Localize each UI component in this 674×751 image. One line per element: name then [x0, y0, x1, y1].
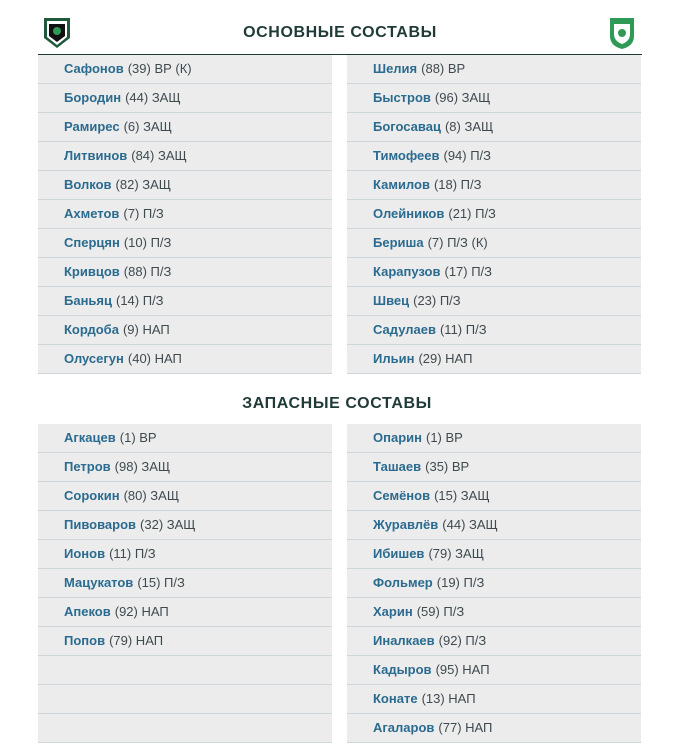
player-row[interactable]: [347, 511, 641, 540]
player-row[interactable]: [38, 424, 332, 453]
player-name[interactable]: Олусегун: [64, 351, 124, 366]
player-name[interactable]: Шелия: [373, 61, 418, 76]
player-info: (11) П/З: [109, 546, 156, 561]
player-info: (32) ЗАЩ: [140, 517, 196, 532]
player-name[interactable]: Ташаев: [373, 459, 422, 474]
player-row[interactable]: [347, 84, 641, 113]
player-row[interactable]: [347, 627, 641, 656]
player-name[interactable]: Иналкаев: [373, 633, 435, 648]
player-row[interactable]: [38, 540, 332, 569]
player-name[interactable]: Рамирес: [64, 119, 120, 134]
player-name[interactable]: Пивоваров: [64, 517, 137, 532]
empty-row: [38, 685, 332, 714]
player-info: (88) ВР: [421, 61, 466, 76]
player-row[interactable]: [38, 316, 332, 345]
player-name[interactable]: Кордоба: [64, 322, 119, 337]
player-name[interactable]: Бородин: [64, 90, 122, 105]
player-info: (82) ЗАЩ: [115, 177, 171, 192]
player-row[interactable]: [38, 113, 332, 142]
player-info: (8) ЗАЩ: [444, 119, 494, 134]
player-row[interactable]: [347, 424, 641, 453]
player-row[interactable]: [38, 200, 332, 229]
player-info: (95) НАП: [435, 662, 490, 677]
player-name[interactable]: Бериша: [373, 235, 424, 250]
empty-row: [38, 656, 332, 685]
main-lineup-away: [347, 55, 641, 374]
player-row[interactable]: [347, 569, 641, 598]
player-row[interactable]: [347, 55, 641, 84]
player-name[interactable]: Конате: [373, 691, 418, 706]
subs-lineup-away: [347, 424, 641, 743]
player-name[interactable]: Апеков: [64, 604, 111, 619]
player-info: (35) ВР: [425, 459, 470, 474]
player-info: (10) П/З: [123, 235, 172, 250]
player-info: (88) П/З: [123, 264, 172, 279]
player-info: (59) П/З: [416, 604, 465, 619]
player-row[interactable]: [347, 482, 641, 511]
player-name[interactable]: Баньяц: [64, 293, 112, 308]
player-name[interactable]: Семёнов: [373, 488, 431, 503]
player-row[interactable]: [38, 627, 332, 656]
player-name[interactable]: Фольмер: [373, 575, 433, 590]
player-name[interactable]: Сперцян: [64, 235, 120, 250]
player-name[interactable]: Попов: [64, 633, 106, 648]
akhmat-logo-icon: [608, 16, 636, 50]
player-name[interactable]: Харин: [373, 604, 413, 619]
player-name[interactable]: Быстров: [373, 90, 431, 105]
player-info: (1) ВР: [119, 430, 157, 445]
player-name[interactable]: Тимофеев: [373, 148, 440, 163]
player-row[interactable]: [38, 229, 332, 258]
player-row[interactable]: [347, 171, 641, 200]
player-row[interactable]: [347, 656, 641, 685]
player-info: (11) П/З: [439, 322, 487, 337]
player-info: (23) П/З: [413, 293, 461, 308]
main-lineups-header: [38, 10, 642, 55]
player-row[interactable]: [347, 287, 641, 316]
player-info: (84) ЗАЩ: [131, 148, 187, 163]
player-info: (17) П/З: [444, 264, 493, 279]
player-name[interactable]: Петров: [64, 459, 111, 474]
main-lineups-title: ОСНОВНЫЕ СОСТАВЫ: [243, 24, 437, 41]
player-info: (98) ЗАЩ: [114, 459, 171, 474]
player-row[interactable]: [347, 200, 641, 229]
player-row[interactable]: [347, 229, 641, 258]
player-row[interactable]: [38, 569, 332, 598]
player-row[interactable]: [347, 258, 641, 287]
player-name[interactable]: Кривцов: [64, 264, 120, 279]
player-row[interactable]: [38, 55, 332, 84]
player-name[interactable]: Олейников: [373, 206, 445, 221]
main-lineup-home: [38, 55, 332, 374]
player-name[interactable]: Ибишев: [373, 546, 425, 561]
player-row[interactable]: [38, 171, 332, 200]
subs-lineups-title: ЗАПАСНЫЕ СОСТАВЫ: [242, 395, 432, 412]
player-name[interactable]: Агаларов: [373, 720, 435, 735]
player-row[interactable]: [347, 113, 641, 142]
player-info: (9) НАП: [122, 322, 170, 337]
player-name[interactable]: Сорокин: [64, 488, 120, 503]
player-name[interactable]: Волков: [64, 177, 112, 192]
player-info: (94) П/З: [443, 148, 492, 163]
player-name[interactable]: Агкацев: [64, 430, 116, 445]
player-row[interactable]: [38, 258, 332, 287]
player-row[interactable]: [38, 482, 332, 511]
subs-lineup-home: [38, 424, 332, 743]
player-info: (21) П/З: [448, 206, 496, 221]
player-row[interactable]: [38, 598, 332, 627]
player-name[interactable]: Кадыров: [373, 662, 432, 677]
player-row[interactable]: [347, 540, 641, 569]
player-row[interactable]: [347, 316, 641, 345]
player-name[interactable]: Садулаев: [373, 322, 436, 337]
player-info: (79) ЗАЩ: [428, 546, 484, 561]
player-name[interactable]: Ионов: [64, 546, 106, 561]
player-info: (15) ЗАЩ: [434, 488, 490, 503]
player-info: (6) ЗАЩ: [123, 119, 172, 134]
player-row[interactable]: [347, 345, 641, 374]
player-name[interactable]: Опарин: [373, 430, 422, 445]
player-info: (29) НАП: [418, 351, 473, 366]
player-name[interactable]: Камилов: [373, 177, 430, 192]
player-name[interactable]: Швец: [373, 293, 410, 308]
player-info: (7) П/З: [123, 206, 164, 221]
player-info: (44) ЗАЩ: [442, 517, 498, 532]
player-info: (40) НАП: [127, 351, 182, 366]
player-info: (7) П/З (К): [427, 235, 488, 250]
player-info: (18) П/З: [433, 177, 482, 192]
player-info: (14) П/З: [116, 293, 164, 308]
player-info: (92) НАП: [114, 604, 169, 619]
player-info: (44) ЗАЩ: [125, 90, 181, 105]
player-row[interactable]: [38, 84, 332, 113]
player-name[interactable]: Журавлёв: [373, 517, 439, 532]
player-info: (39) ВР (К): [127, 61, 192, 76]
player-name[interactable]: Сафонов: [64, 61, 124, 76]
player-name[interactable]: Литвинов: [64, 148, 128, 163]
player-name[interactable]: Карапузов: [373, 264, 441, 279]
player-info: (80) ЗАЩ: [123, 488, 180, 503]
player-name[interactable]: Ильин: [373, 351, 415, 366]
player-row[interactable]: [347, 453, 641, 482]
player-info: (19) П/З: [436, 575, 485, 590]
player-info: (79) НАП: [109, 633, 164, 648]
player-row[interactable]: [38, 453, 332, 482]
player-row[interactable]: [38, 345, 332, 374]
player-name[interactable]: Мацукатов: [64, 575, 134, 590]
player-info: (96) ЗАЩ: [434, 90, 491, 105]
player-info: (1) ВР: [425, 430, 463, 445]
empty-row: [38, 714, 332, 743]
player-row[interactable]: [347, 598, 641, 627]
player-info: (92) П/З: [438, 633, 487, 648]
player-info: (77) НАП: [438, 720, 493, 735]
player-row[interactable]: [38, 511, 332, 540]
player-row[interactable]: [38, 142, 332, 171]
player-name[interactable]: Ахметов: [64, 206, 120, 221]
player-row[interactable]: [38, 287, 332, 316]
player-info: (15) П/З: [137, 575, 185, 590]
player-info: (13) НАП: [421, 691, 476, 706]
player-row[interactable]: [347, 714, 641, 743]
player-name[interactable]: Богосавац: [373, 119, 441, 134]
player-row[interactable]: [347, 685, 641, 714]
player-row[interactable]: [347, 142, 641, 171]
